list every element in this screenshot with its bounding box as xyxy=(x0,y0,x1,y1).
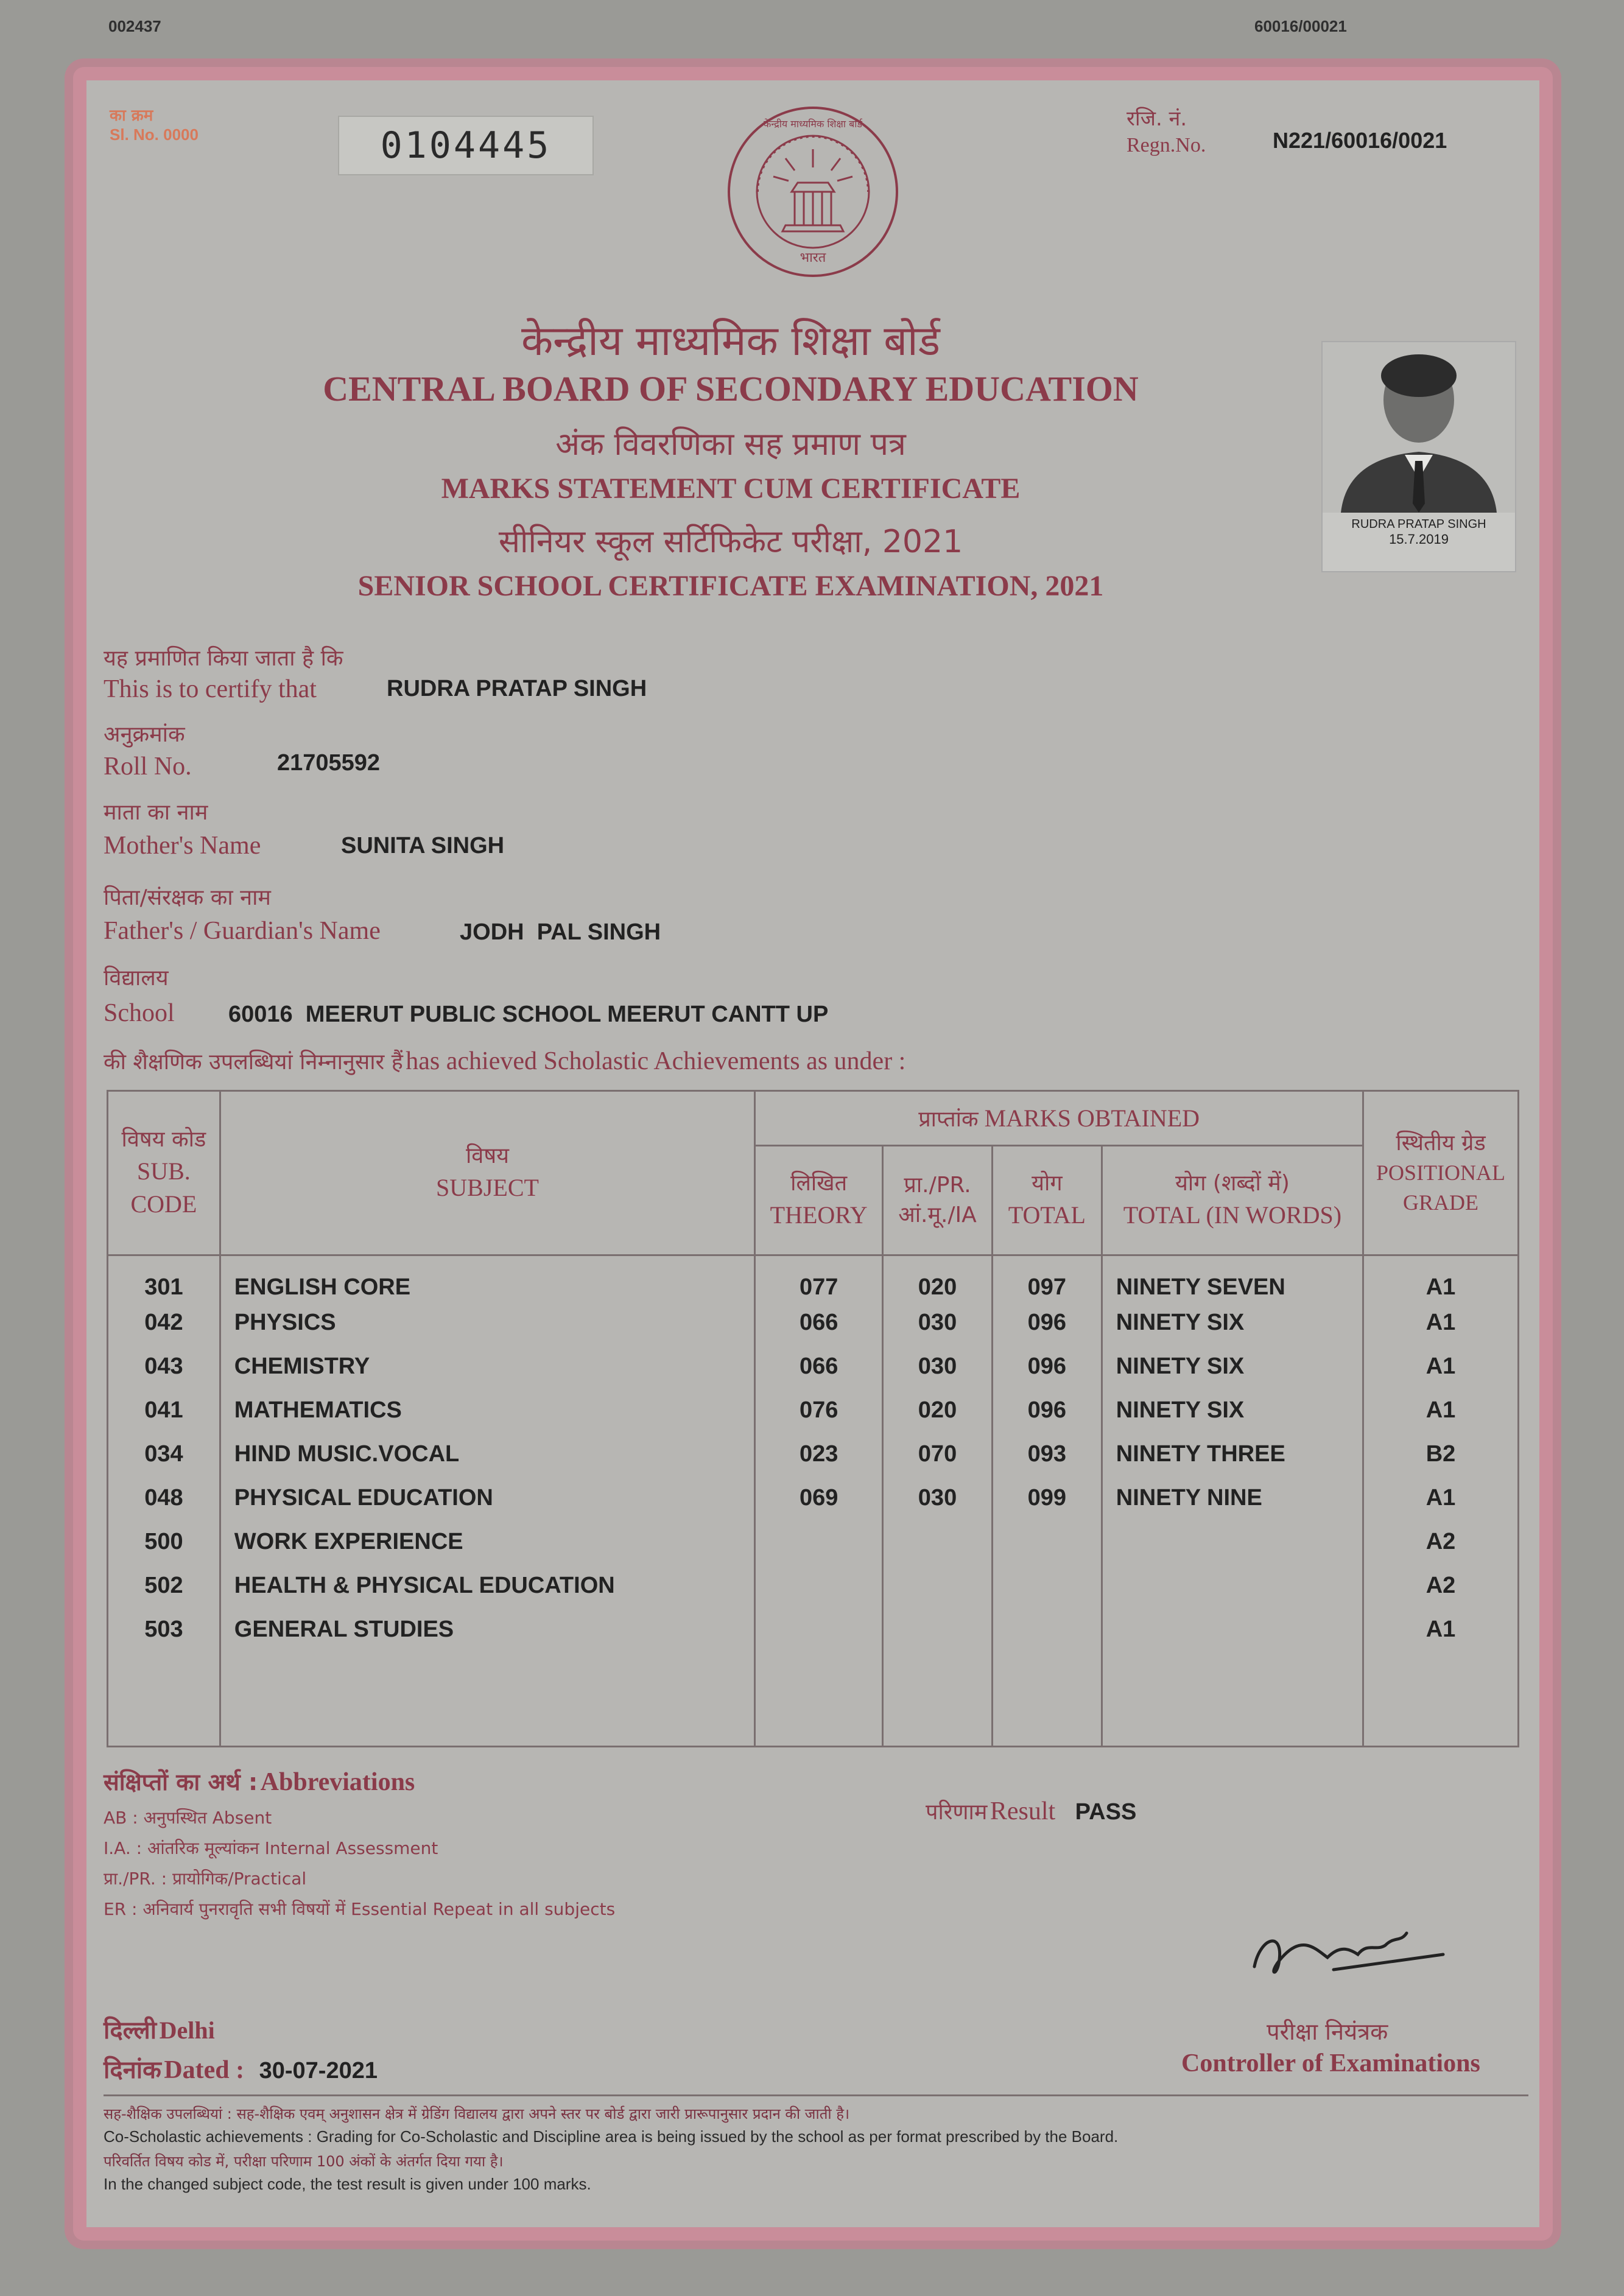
header-marks-en: MARKS OBTAINED xyxy=(984,1104,1200,1132)
theory-marks: 069 xyxy=(755,1476,883,1520)
photo-caption xyxy=(1321,518,1516,547)
abbreviation-absent: AB : अनुपस्थित Absent xyxy=(104,1808,272,1828)
header-total-en: TOTAL xyxy=(1008,1201,1086,1229)
regn-label-hi: रजि. नं. xyxy=(1127,107,1187,131)
header-words-en: TOTAL (IN WORDS) xyxy=(1123,1201,1342,1229)
header-subject-en: SUBJECT xyxy=(436,1173,539,1201)
exam-title-hi: सीनियर स्कूल सर्टिफिकेट परीक्षा, 2021 xyxy=(498,524,963,560)
header-grade-en: POSITIONAL GRADE xyxy=(1376,1160,1506,1215)
subject-name: CHEMISTRY xyxy=(220,1344,754,1388)
header-total-hi: योग xyxy=(1032,1171,1063,1196)
total-marks: 097 xyxy=(992,1255,1102,1301)
subject-name: PHYSICAL EDUCATION xyxy=(220,1476,754,1520)
positional-grade: A2 xyxy=(1363,1564,1519,1607)
abbreviations-block xyxy=(104,1766,615,1920)
header-words-hi: योग (शब्दों में) xyxy=(1175,1171,1290,1196)
table-row xyxy=(108,1255,1519,1301)
total-in-words: NINETY THREE xyxy=(1102,1432,1363,1476)
school-label-en: School xyxy=(104,999,175,1027)
result-label-en: Result xyxy=(990,1797,1056,1825)
practical-marks: 030 xyxy=(883,1301,993,1344)
subject-name: PHYSICS xyxy=(220,1301,754,1344)
abbreviations-title-hi: संक्षिप्तों का अर्थ : xyxy=(104,1769,258,1796)
header-theory-hi: लिखित xyxy=(790,1171,848,1196)
positional-grade: A2 xyxy=(1363,1520,1519,1564)
subject-name: ENGLISH CORE xyxy=(220,1255,754,1301)
subject-code: 500 xyxy=(108,1520,220,1564)
header-ia: आं.मू./IA xyxy=(898,1202,977,1227)
roll-label-en: Roll No. xyxy=(104,753,192,781)
theory-marks xyxy=(755,1607,883,1651)
total-marks xyxy=(992,1564,1102,1607)
subject-code: 502 xyxy=(108,1564,220,1607)
practical-marks: 030 xyxy=(883,1476,993,1520)
table-row xyxy=(108,1520,1519,1564)
total-in-words xyxy=(1102,1520,1363,1564)
photo-caption-date: 15.7.2019 xyxy=(1389,532,1449,547)
subject-name: HEALTH & PHYSICAL EDUCATION xyxy=(220,1564,754,1607)
theory-marks: 066 xyxy=(755,1301,883,1344)
header-theory xyxy=(755,1146,883,1255)
total-in-words xyxy=(1102,1607,1363,1651)
header-total xyxy=(992,1146,1102,1255)
result-label-hi: परिणाम xyxy=(926,1800,988,1825)
total-marks: 096 xyxy=(992,1301,1102,1344)
header-subject-hi: विषय xyxy=(465,1143,510,1169)
footnote-subject-code-en: In the changed subject code, the test result is given under 100 marks. xyxy=(104,2175,591,2193)
student-name: RUDRA PRATAP SINGH xyxy=(387,676,647,701)
abbreviations-title xyxy=(104,1766,615,1797)
stamp-line-2: Sl. No. 0000 xyxy=(110,125,199,144)
total-in-words: NINETY SIX xyxy=(1102,1344,1363,1388)
theory-marks: 077 xyxy=(755,1255,883,1301)
subject-name: WORK EXPERIENCE xyxy=(220,1520,754,1564)
abbreviation-practical: प्रा./PR. : प्रायोगिक/Practical xyxy=(104,1869,307,1889)
place-en: Delhi xyxy=(159,2017,215,2044)
father-name: JODH PAL SINGH xyxy=(460,919,661,945)
certificate-content xyxy=(91,85,1534,2222)
controller-title-hi: परीक्षा नियंत्रक xyxy=(1267,2018,1388,2045)
abbreviation-ia: I.A. : आंतरिक मूल्यांकन Internal Assessment xyxy=(104,1838,438,1858)
footnotes xyxy=(104,2094,1528,2194)
footnote-co-scholastic-en: Co-Scholastic achievements : Grading for Co-Scholastic and Discipline area is being issued by the school as per format prescribed by the Board. xyxy=(104,2127,1119,2146)
theory-marks: 023 xyxy=(755,1432,883,1476)
header-sub-code xyxy=(108,1091,220,1255)
header-subject xyxy=(220,1091,754,1255)
total-in-words xyxy=(1102,1564,1363,1607)
positional-grade: B2 xyxy=(1363,1432,1519,1476)
stamp xyxy=(110,107,199,144)
total-marks: 099 xyxy=(992,1476,1102,1520)
abbreviations-title-en: Abbreviations xyxy=(260,1768,415,1796)
theory-marks xyxy=(755,1520,883,1564)
document-title-en: MARKS STATEMENT CUM CERTIFICATE xyxy=(441,472,1021,505)
serial-number: 0104445 xyxy=(338,116,594,175)
positional-grade: A1 xyxy=(1363,1388,1519,1432)
total-marks xyxy=(992,1520,1102,1564)
header-practical-ia xyxy=(883,1146,993,1255)
dated-label-hi: दिनांक xyxy=(104,2056,161,2084)
roll-number: 21705592 xyxy=(277,750,381,776)
total-marks xyxy=(992,1607,1102,1651)
place xyxy=(104,2012,215,2046)
father-label-hi: पिता/संरक्षक का नाम xyxy=(104,885,271,910)
total-marks: 096 xyxy=(992,1344,1102,1388)
practical-marks: 070 xyxy=(883,1432,993,1476)
total-in-words: NINETY SIX xyxy=(1102,1388,1363,1432)
stamp-line-1: का क्रम xyxy=(110,107,153,125)
document-title-hi: अंक विवरणिका सह प्रमाण पत्र xyxy=(555,426,906,463)
achievement-text-hi: की शैक्षणिक उपलब्धियां निम्नानुसार हैं xyxy=(104,1050,403,1075)
subject-code: 042 xyxy=(108,1301,220,1344)
practical-marks: 020 xyxy=(883,1255,993,1301)
total-in-words: NINETY SEVEN xyxy=(1102,1255,1363,1301)
header-code-en: SUB. CODE xyxy=(130,1157,197,1218)
dated-label-en: Dated : xyxy=(164,2056,245,2084)
theory-marks: 066 xyxy=(755,1344,883,1388)
certify-label-en: This is to certify that xyxy=(104,675,317,703)
table-row xyxy=(108,1344,1519,1388)
total-in-words: NINETY NINE xyxy=(1102,1476,1363,1520)
header-pr: प्रा./PR. xyxy=(904,1172,971,1198)
positional-grade: A1 xyxy=(1363,1255,1519,1301)
controller-signature xyxy=(1242,1912,1449,1994)
practical-marks xyxy=(883,1607,993,1651)
logo-board-text: केन्द्रीय माध्यमिक शिक्षा बोर्ड xyxy=(764,118,862,130)
table-row xyxy=(108,1388,1519,1432)
table-row xyxy=(108,1476,1519,1520)
table-row xyxy=(108,1607,1519,1651)
controller-title-en: Controller of Examinations xyxy=(1181,2049,1480,2077)
result-block xyxy=(926,1796,1136,1826)
exam-title-en: SENIOR SCHOOL CERTIFICATE EXAMINATION, 2021 xyxy=(357,570,1104,602)
mother-name: SUNITA SINGH xyxy=(341,833,505,858)
regn-number: N221/60016/0021 xyxy=(1273,128,1447,153)
cbse-logo xyxy=(719,100,907,301)
subject-name: MATHEMATICS xyxy=(220,1388,754,1432)
certify-label-hi: यह प्रमाणित किया जाता है कि xyxy=(104,646,343,671)
header-theory-en: THEORY xyxy=(770,1201,868,1229)
header-total-words xyxy=(1102,1146,1363,1255)
table-filler-row xyxy=(108,1651,1519,1747)
subject-code: 301 xyxy=(108,1255,220,1301)
practical-marks: 020 xyxy=(883,1388,993,1432)
mother-label-hi: माता का नाम xyxy=(104,800,208,825)
subject-code: 034 xyxy=(108,1432,220,1476)
footnote-co-scholastic-hi: सह-शैक्षिक उपलब्धियां : सह-शैक्षिक एवम् अनुशासन क्षेत्र में ग्रेडिंग विद्यालय द्वारा अपने स्तर पर बोर्ड द्वारा जारी प्रारूपानुसार प्रदान की जाती है। xyxy=(104,2105,850,2122)
abbreviation-er: ER : अनिवार्य पुनरावृति सभी विषयों में Essential Repeat in all subjects xyxy=(104,1899,616,1919)
positional-grade: A1 xyxy=(1363,1607,1519,1651)
subject-code: 048 xyxy=(108,1476,220,1520)
issue-date: 30-07-2021 xyxy=(259,2058,378,2084)
logo-country: भारत xyxy=(800,250,826,265)
theory-marks: 076 xyxy=(755,1388,883,1432)
achievement-text-en: has achieved Scholastic Achievements as under : xyxy=(406,1047,906,1075)
positional-grade: A1 xyxy=(1363,1476,1519,1520)
board-name-en: CENTRAL BOARD OF SECONDARY EDUCATION xyxy=(323,369,1139,409)
table-row xyxy=(108,1432,1519,1476)
regn-label-en: Regn.No. xyxy=(1127,134,1206,156)
header-positional-grade xyxy=(1363,1091,1519,1255)
school-name: 60016 MEERUT PUBLIC SCHOOL MEERUT CANTT UP xyxy=(228,1002,829,1027)
theory-marks xyxy=(755,1564,883,1607)
positional-grade: A1 xyxy=(1363,1344,1519,1388)
total-marks: 096 xyxy=(992,1388,1102,1432)
photo-caption-name: RUDRA PRATAP SINGH xyxy=(1351,518,1486,531)
total-in-words: NINETY SIX xyxy=(1102,1301,1363,1344)
date-line xyxy=(104,2052,378,2085)
positional-grade: A1 xyxy=(1363,1301,1519,1344)
mother-label-en: Mother's Name xyxy=(104,832,261,860)
practical-marks xyxy=(883,1564,993,1607)
school-label-hi: विद्यालय xyxy=(104,966,169,991)
table-row xyxy=(108,1301,1519,1344)
subject-code: 041 xyxy=(108,1388,220,1432)
subject-name: GENERAL STUDIES xyxy=(220,1607,754,1651)
subject-code: 043 xyxy=(108,1344,220,1388)
marks-table-body xyxy=(108,1255,1519,1747)
practical-marks xyxy=(883,1520,993,1564)
place-hi: दिल्ली xyxy=(104,2017,157,2045)
marks-table xyxy=(107,1090,1519,1747)
total-marks: 093 xyxy=(992,1432,1102,1476)
corner-code-right: 60016/00021 xyxy=(1254,17,1347,35)
subject-code: 503 xyxy=(108,1607,220,1651)
header-marks-obtained xyxy=(755,1091,1363,1146)
header-marks-hi: प्राप्तांक xyxy=(918,1106,979,1132)
achievement-line xyxy=(104,1046,905,1076)
table-row xyxy=(108,1564,1519,1607)
subject-name: HIND MUSIC.VOCAL xyxy=(220,1432,754,1476)
header-grade-hi: स्थितीय ग्रेड xyxy=(1396,1130,1486,1156)
corner-code-left: 002437 xyxy=(108,17,161,35)
board-name-hi: केन्द्रीय माध्यमिक शिक्षा बोर्ड xyxy=(521,317,941,365)
practical-marks: 030 xyxy=(883,1344,993,1388)
footnote-subject-code-hi: परिवर्तित विषय कोड में, परीक्षा परिणाम 100 अंकों के अंतर्गत दिया गया है। xyxy=(104,2153,504,2170)
father-label-en: Father's / Guardian's Name xyxy=(104,917,381,945)
result-value: PASS xyxy=(1075,1799,1137,1825)
header-code-hi: विषय कोड xyxy=(121,1127,206,1153)
roll-label-hi: अनुक्रमांक xyxy=(104,722,185,747)
